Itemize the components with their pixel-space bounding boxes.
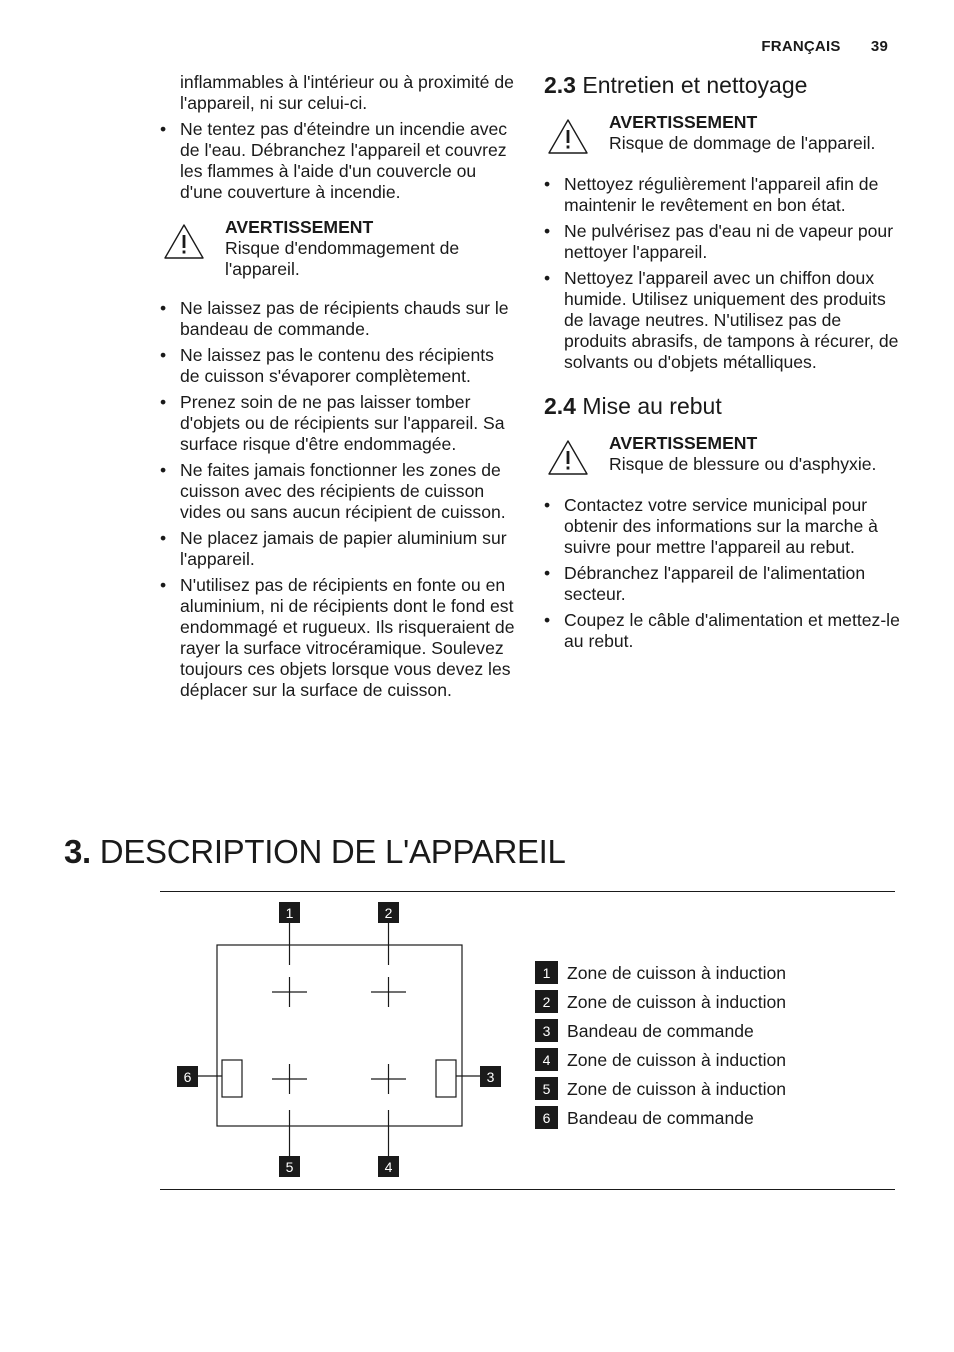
bullet-icon: • [544,174,551,194]
callout-label: 6 [183,1069,192,1085]
legend-item [535,955,786,984]
left-column [160,72,516,706]
legend-item [535,1071,786,1100]
legend-label: Zone de cuisson à induction [567,992,787,1012]
bullet-icon: • [544,610,551,630]
legend-label: Zone de cuisson à induction [567,1079,787,1099]
cooking-zone-cross-top-left [272,977,307,1007]
chapter-title-text: DESCRIPTION DE L'APPAREIL [99,833,566,870]
section-title: Entretien et nettoyage [582,72,808,98]
list-item [544,563,900,605]
list-item [544,495,900,558]
list-item [544,221,900,263]
section-number: 2.3 [544,72,576,98]
legend-number: 6 [535,1106,558,1129]
cooking-zone-cross-bottom-right [371,1064,406,1094]
bullet-icon: • [160,575,167,595]
section-title: Mise au rebut [582,393,722,419]
legend-item [535,1013,786,1042]
warning-block [544,112,900,156]
bullet-icon: • [160,119,167,139]
bullet-icon: • [544,268,551,288]
list-item [160,119,516,203]
bullet-icon: • [544,563,551,583]
list-item-text: Ne pulvérisez pas d'eau ni de vapeur pour nettoyer l'appareil. [564,221,894,262]
callout-2 [378,902,399,923]
callout-label: 3 [486,1069,495,1085]
warning-block [544,433,900,477]
list-item-text: Ne tentez pas d'éteindre un incendie avec de l'eau. Débranchez l'appareil et couvrez les flammes à l'aide d'un couvercle ou d'une couverture à incendie. [180,119,508,202]
warning-title: AVERTISSEMENT [225,217,374,237]
bullet-list [160,298,516,701]
legend-label: Bandeau de commande [567,1108,754,1128]
callout-4 [378,1156,399,1177]
divider-bottom [160,1189,895,1190]
list-item-text: Débranchez l'appareil de l'alimentation secteur. [564,563,866,604]
control-panel-left [222,1060,242,1097]
bullet-icon: • [160,460,167,480]
list-item-text: Ne laissez pas le contenu des récipients de cuisson s'évaporer complètement. [180,345,494,386]
chapter-title [64,830,566,874]
warning-triangle-icon [544,118,592,156]
warning-block [160,217,516,280]
legend-item [535,1100,786,1129]
warning-text: Risque d'endommagement de l'appareil. [225,238,460,279]
warning-triangle-icon [544,439,592,477]
callout-label: 2 [384,905,393,921]
legend-item [535,984,786,1013]
bullet-list [544,495,900,652]
bullet-icon: • [160,345,167,365]
list-item [160,392,516,455]
list-item [544,174,900,216]
divider-top [160,891,895,892]
legend-number: 5 [535,1077,558,1100]
callout-3 [480,1066,501,1087]
warning-triangle-icon [160,223,208,261]
bullet-list [544,174,900,373]
legend-number: 4 [535,1048,558,1071]
list-item-text: Nettoyez régulièrement l'appareil afin de maintenir le revêtement en bon état. [564,174,879,215]
section-number: 2.4 [544,393,576,419]
callout-5 [279,1156,300,1177]
diagram-legend [535,955,786,1129]
hob-outline [217,945,462,1126]
list-item-text: Contactez votre service municipal pour obtenir des informations sur la marche à suivre pour mettre l'appareil au rebut. [564,495,878,557]
chapter-number: 3. [64,833,91,870]
right-column [544,70,900,657]
callout-6 [177,1066,198,1087]
legend-number: 2 [535,990,558,1013]
list-item-text: Ne laissez pas de récipients chauds sur le bandeau de commande. [180,298,509,339]
list-item-text: Coupez le câble d'alimentation et mettez-le au rebut. [564,610,900,651]
section-heading-2-4 [544,391,900,421]
control-panel-right [436,1060,456,1097]
list-item-text: Ne faites jamais fonctionner les zones de cuisson avec des récipients de cuisson vides ou sans aucun récipient de cuisson. [180,460,506,522]
legend-number: 3 [535,1019,558,1042]
list-item [160,460,516,523]
page-number: 39 [870,38,888,55]
header-language: FRANÇAIS [761,38,841,55]
list-item [544,268,900,373]
list-item [160,345,516,387]
warning-text: Risque de blessure ou d'asphyxie. [609,454,877,474]
legend-label: Bandeau de commande [567,1021,754,1041]
bullet-icon: • [160,528,167,548]
warning-title: AVERTISSEMENT [609,112,758,132]
cooking-zone-cross-bottom-left [272,1064,307,1094]
hob-diagram [160,895,520,1185]
list-item-text: N'utilisez pas de récipients en fonte ou en aluminium, ni de récipients dont le fond est endommagé et rugueux. Ils risqueraient de rayer la surface vitrocéramique. Soulevez toujours ces objets lorsque vous devez les déplacer sur la surface de cuisson. [180,575,515,700]
bullet-icon: • [544,221,551,241]
bullet-icon: • [160,298,167,318]
list-item [544,610,900,652]
warning-text: Risque de dommage de l'appareil. [609,133,876,153]
bullet-icon: • [160,392,167,412]
legend-item [535,1042,786,1071]
callout-label: 5 [285,1159,294,1175]
list-item-text: Ne placez jamais de papier aluminium sur l'appareil. [180,528,507,569]
callout-label: 1 [285,905,294,921]
legend-number: 1 [535,961,558,984]
callout-label: 4 [384,1159,393,1175]
list-item [160,298,516,340]
cooking-zone-cross-top-right [371,977,406,1007]
section-heading-2-3 [544,70,900,100]
callout-1 [279,902,300,923]
bullet-list-top [160,119,516,203]
list-item [160,575,516,701]
list-item-text: Nettoyez l'appareil avec un chiffon doux humide. Utilisez uniquement des produits de lavage neutres. N'utilisez pas de produits abrasifs, de tampons à récurer, de solvants ou d'objets métalliques. [564,268,899,372]
list-item [160,528,516,570]
continuation-text: inflammables à l'intérieur ou à proximité de l'appareil, ni sur celui-ci. [180,72,514,113]
bullet-icon: • [544,495,551,515]
legend-label: Zone de cuisson à induction [567,1050,787,1070]
list-item-text: Prenez soin de ne pas laisser tomber d'objets ou de récipients sur l'appareil. Sa surface risque d'être endommagée. [180,392,505,454]
legend-label: Zone de cuisson à induction [567,963,787,983]
page-header [761,38,888,55]
warning-title: AVERTISSEMENT [609,433,758,453]
